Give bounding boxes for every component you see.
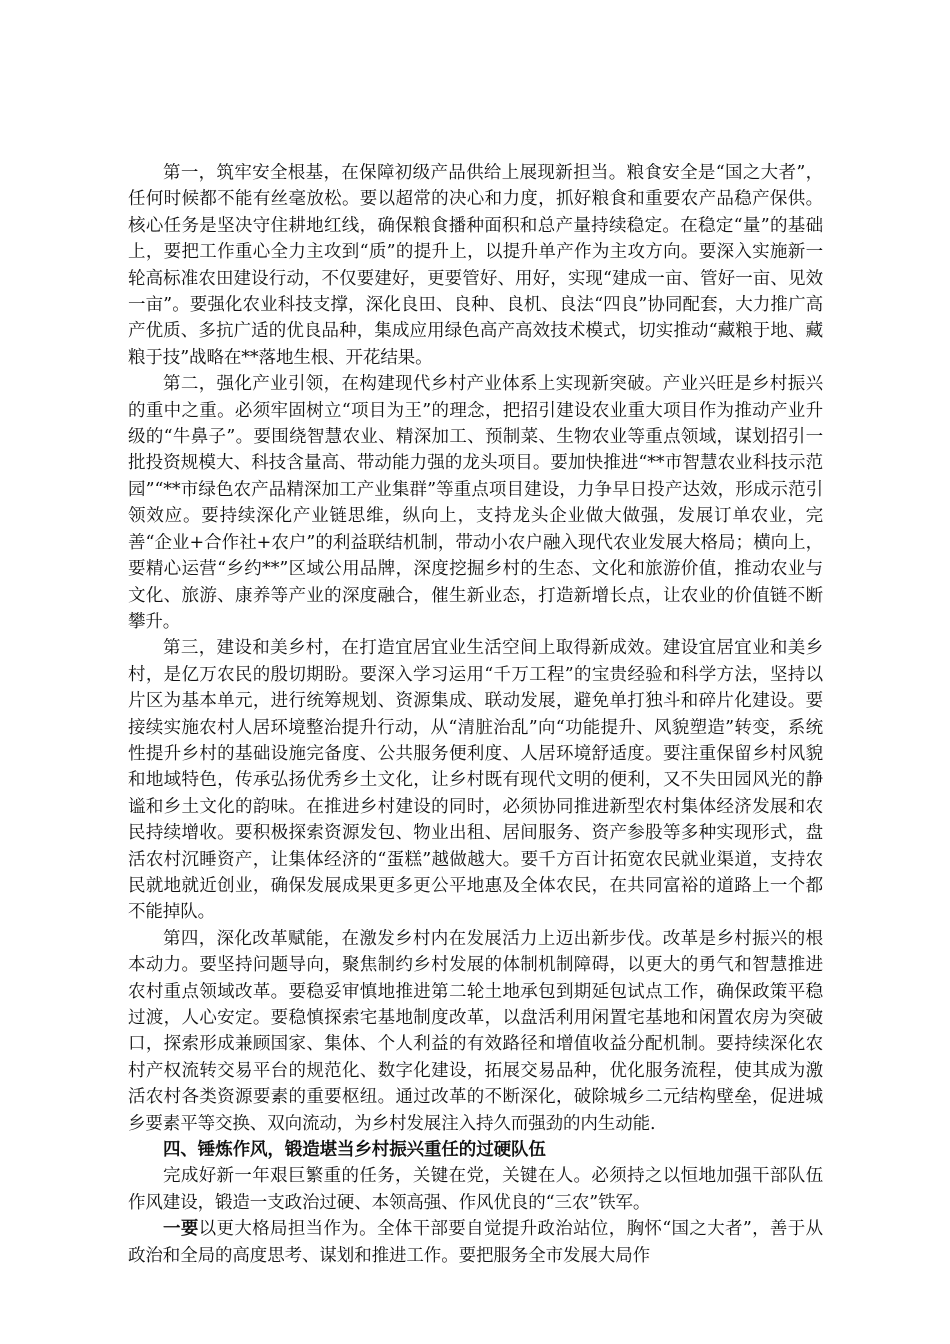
paragraph-rural-construction: 第三，建设和美乡村，在打造宜居宜业生活空间上取得新成效。建设宜居宜业和美乡村，是亿万农民的殷切期盼。要深入学习运用“千万工程”的宝贵经验和科学方法，坚持以片区为基本单元，进行统筹规划、资源集成、联动发展，避免单打独斗和碎片化建设。要接续实施农村人居环境整治提升行动，从“清脏治乱”向“功能提升、风貌塑造”转变，系统性提升乡村的基础设施完备度、公共服务便利度、人居环境舒适度。要注重保留乡村风貌和地域特色，传承弘扬优秀乡土文化，让乡村既有现代文明的便利，又不失田园风光的静谧和乡土文化的韵味。在推进乡村建设的同时，必须协同推进新型农村集体经济发展和农民持续增收。要积极探索资源发包、物业出租、居间服务、资产参股等多种实现形式，盘活农村沉睡资产，让集体经济的“蛋糕”越做越大。要千方百计拓宽农民就业渠道，支持农民就地就近创业，确保发展成果更多更公平地惠及全体农民，在共同富裕的道路上一个都不能掉队。 <box>128 638 823 923</box>
section-heading: 四、锤炼作风，锻造堪当乡村振兴重任的过硬队伍 <box>163 1140 546 1161</box>
paragraph-text: 以更大格局担当作为。全体干部要自觉提升政治站位，胸怀“国之大者”，善于从政治和全局的高度思考、谋划和推进工作。要把服务全市发展大局作 <box>128 1219 823 1266</box>
document-body <box>128 160 823 1269</box>
paragraph-first-requirement <box>128 1216 823 1269</box>
paragraph-lead-label: 一要 <box>163 1219 199 1240</box>
paragraph-industry: 第二，强化产业引领，在构建现代乡村产业体系上实现新突破。产业兴旺是乡村振兴的重中之重。必须牢固树立“项目为王”的理念，把招引建设农业重大项目作为推动产业升级的“牛鼻子”。要围绕智慧农业、精深加工、预制菜、生物农业等重点领域，谋划招引一批投资规模大、科技含量高、带动能力强的龙头项目。要加快推进“**市智慧农业科技示范园”“**市绿色农产品精深加工产业集群”等重点项目建设，力争早日投产达效，形成示范引领效应。要持续深化产业链思维，纵向上，支持龙头企业做大做强，发展订单农业，完善“企业+合作社+农户”的利益联结机制，带动小农户融入现代农业发展大格局；横向上，要精心运营“乡约**”区域公用品牌，深度挖掘乡村的生态、文化和旅游价值，推动农业与文化、旅游、康养等产业的深度融合，催生新业态，打造新增长点，让农业的价值链不断攀升。 <box>128 374 823 632</box>
paragraph-reform: 第四，深化改革赋能，在激发乡村内在发展活力上迈出新步伐。改革是乡村振兴的根本动力。要坚持问题导向，聚焦制约乡村发展的体制机制障碍，以更大的勇气和智慧推进农村重点领域改革。要稳妥审慎地推进第二轮土地承包到期延包试点工作，确保政策平稳过渡，人心安定。要稳慎探索宅基地制度改革，以盘活利用闲置宅基地和闲置农房为突破口，探索形成兼顾国家、集体、个人利益的有效路径和增值收益分配机制。要持续深化农村产权流转交易平台的规范化、数字化建设，拓展交易品种，优化服务流程，使其成为激活农村各类资源要素的重要枢纽。通过改革的不断深化，破除城乡二元结构壁垒，促进城乡要素平等交换、双向流动，为乡村发展注入持久而强劲的内生动能. <box>128 928 823 1134</box>
paragraph-section-intro: 完成好新一年艰巨繁重的任务，关键在党，关键在人。必须持之以恒地加强干部队伍作风建设，锻造一支政治过硬、本领高强、作风优良的“三农”铁军。 <box>128 1166 823 1213</box>
paragraph-food-security: 第一，筑牢安全根基，在保障初级产品供给上展现新担当。粮食安全是“国之大者”，任何时候都不能有丝毫放松。要以超常的决心和力度，抓好粮食和重要农产品稳产保供。核心任务是坚决守住耕地红线，确保粮食播种面积和总产量持续稳定。在稳定“量”的基础上，要把工作重心全力主攻到“质”的提升上，以提升单产作为主攻方向。要深入实施新一轮高标准农田建设行动，不仅要建好，更要管好、用好，实现“建成一亩、管好一亩、见效一亩”。要强化农业科技支撑，深化良田、良种、良机、良法“四良”协同配套，大力推广高产优质、多抗广适的优良品种，集成应用绿色高产高效技术模式，切实推动“藏粮于地、藏粮于技”战略在**落地生根、开花结果。 <box>128 163 823 368</box>
